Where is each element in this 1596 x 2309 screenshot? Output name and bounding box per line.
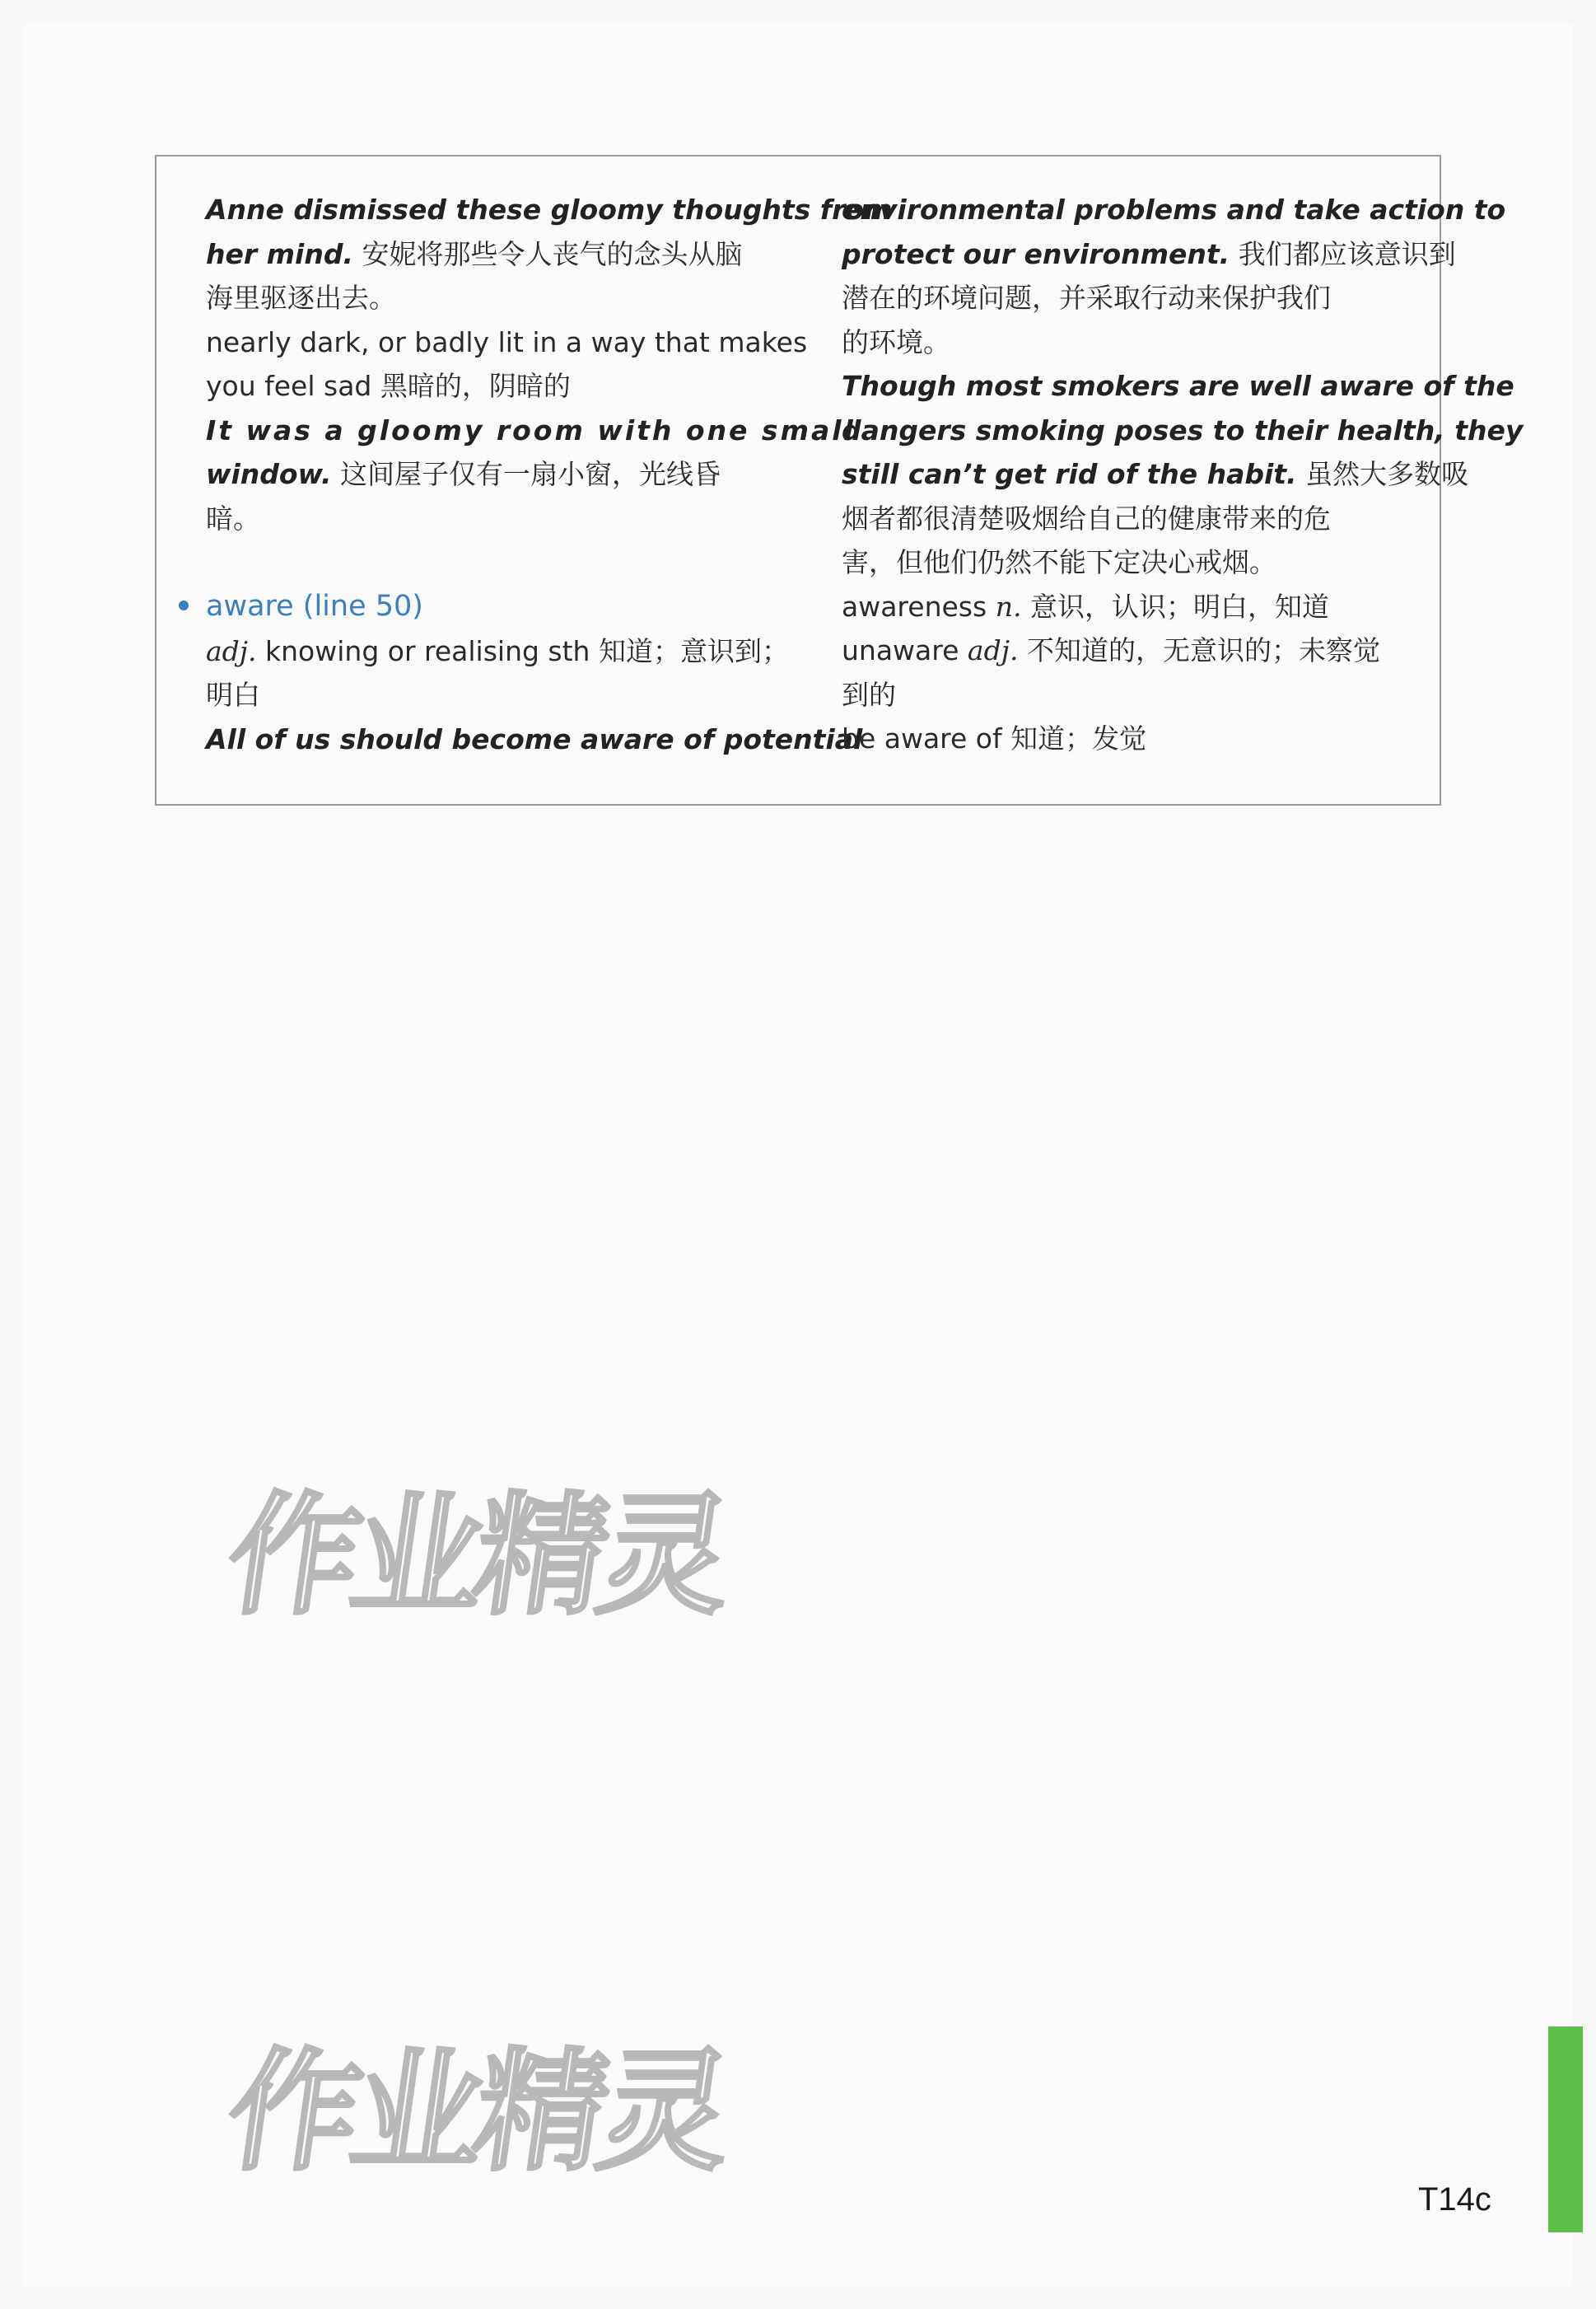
translation: 意识，认识；明白，知道 [1029,590,1329,623]
derivative-word: unaware [842,634,959,666]
example-sentence [206,452,774,497]
example-sentence [206,232,774,277]
example-text: Though most smokers are well aware of the [842,370,1514,402]
example-text: still can’t get rid of the habit. [842,458,1297,490]
derivative-word: awareness [842,590,987,623]
page-number: T14c [1418,2181,1491,2218]
translation: 害，但他们仍然不能下定决心戒烟。 [842,546,1276,578]
headword: aware (line 50) [206,590,423,623]
translation: 烟者都很清楚吸烟给自己的健康带来的危 [842,502,1331,535]
definition [206,629,789,674]
part-of-speech: n. [995,590,1022,623]
translation: 明白 [206,679,260,711]
example-text: environmental problems and take action to [842,194,1506,226]
definition-text: knowing or realising sth [265,634,590,667]
example-text: protect our environment. [842,237,1230,270]
definition: nearly dark, or badly lit in a way that makes [206,325,808,358]
example-text: window. [206,458,332,490]
derivative-entry [842,629,1410,673]
translation: 知道；意识到； [598,634,789,667]
watermark-logo: 作业精灵 [217,2035,735,2189]
translation: 安妮将那些令人丧气的念头从脑 [362,237,743,270]
derivative-entry [842,585,1410,629]
translation: 的环境。 [842,325,950,358]
translation: 我们都应该意识到 [1238,237,1456,270]
chapter-tab-marker [1548,2026,1583,2232]
example-text: It was a gloomy room with one small [206,414,856,446]
example-text: dangers smoking poses to their health, they [842,414,1524,446]
bullet-icon [179,601,189,610]
example-sentence [842,232,1456,277]
definition [206,364,774,409]
translation: 暗。 [206,502,260,535]
translation: 海里驱逐出去。 [206,282,396,314]
part-of-speech: adj. [967,634,1019,666]
translation: 潜在的环境问题，并采取行动来保护我们 [842,282,1331,314]
example-text: Anne dismissed these gloomy thoughts from [206,194,893,226]
phrase-entry [842,717,1410,761]
translation: 黑暗的，阴暗的 [380,370,571,402]
example-sentence [842,452,1469,497]
phrase-word: be aware of [842,722,1002,755]
example-text: her mind. [206,237,353,270]
right-column [842,188,1524,761]
part-of-speech: adj. [206,634,257,667]
headword-entry [206,584,774,629]
translation: 不知道的，无意识的；未察觉 [1026,634,1380,666]
definition-text: you feel sad [206,370,372,402]
watermark-logo: 作业精灵 [217,1479,735,1633]
translation: 知道；发觉 [1010,722,1147,755]
translation: 虽然大多数吸 [1305,458,1469,490]
example-text: All of us should become aware of potential [206,722,863,755]
vocabulary-note-box [155,155,1524,806]
example-sentence [206,188,893,232]
translation: 这间屋子仅有一扇小窗，光线昏 [340,458,721,490]
translation: 到的 [842,678,896,711]
